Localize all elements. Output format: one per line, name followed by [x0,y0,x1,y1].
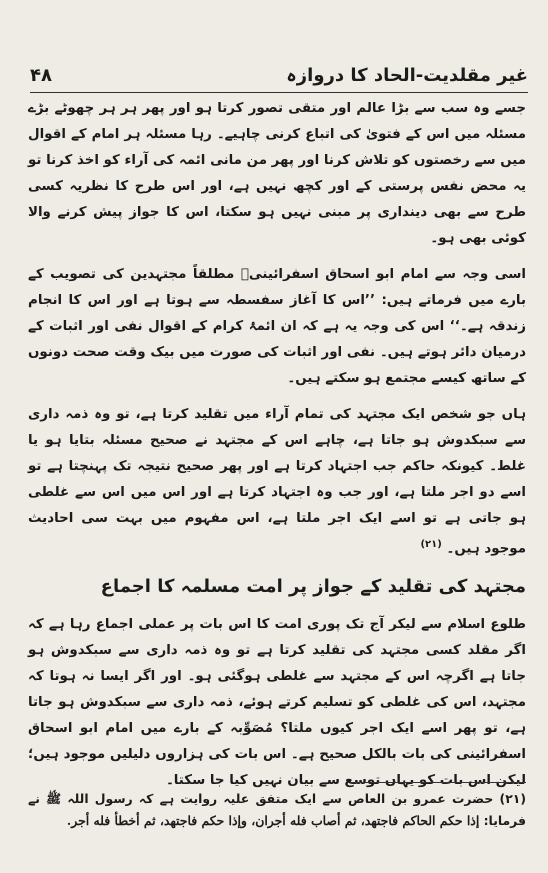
section-heading: مجتہد کی تقلید کے جواز پر امت مسلمہ کا اجماع [100,576,526,598]
body-text [28,96,526,804]
paragraph-2: اسی وجہ سے امام ابو اسحاق اسفرائینیؒ مطلقاً مجتہدین کی تصویب کے بارے میں فرماتے ہیں: ’’اس کا آغاز سفسطہ سے ہوتا ہے اور اس کا انجام زندقہ ہے۔‘‘ اس کی وجہ یہ ہے کہ ان ائمۂ کرام کے اقوال نفی اور اثبات کے درمیان دائر ہوتے ہیں۔ نفی اور اثبات کی صورت میں بیک وقت صحت دونوں کے ساتھ کیسے مجتمع ہو سکتے ہیں۔ [28,267,526,386]
paragraph-3 [28,402,526,562]
footnote [28,788,526,832]
footnote-separator [350,782,526,783]
footnote-urdu: حضرت عمرو بن العاص سے ایک متفق علیہ روایت ہے کہ رسول اللہ ﷺ نے فرمایا: [28,791,526,828]
page-number: ۴۸ [30,64,52,86]
paragraph-1: جسے وہ سب سے بڑا عالم اور متقی تصور کرتا ہو اور پھر ہر ہر چھوٹے بڑے مسئلہ میں اس کے فتویٰ کی اتباع کرنی چاہیے۔ رہا مسئلہ ہر امام کے اقوال میں سے رخصتوں کو تلاش کرنا اور پھر من مانی ائمہ کی آراء کو اخذ کرنا تو یہ محض نفس پرستی کے اور کچھ نہیں ہے، اور اس طرح کا نظریہ کسی طرح سے بھی دینداری پر مبنی نہیں ہو سکتا، اس کا جواز پیش کرنے والا کوئی بھی ہو۔ [28,101,526,246]
paragraph-3-text: ہاں جو شخص ایک مجتہد کی تمام آراء میں تقلید کرتا ہے، تو وہ ذمہ داری سے سبکدوش ہو جاتا ہے، چاہے اس کے مجتہد نے صحیح مسئلہ بتایا ہو یا غلط۔ کیونکہ حاکم جب اجتہاد کرتا ہے اور پھر صحیح نتیجہ تک پہنچتا ہے تو اسے دو اجر ملتا ہے، اور جب وہ اجتہاد کرتا ہے اور اس میں اس سے غلطی ہو جاتی ہے تو اسے ایک اجر ملتا ہے، اس مفہوم میں بہت سی احادیث موجود ہیں۔ [28,407,526,557]
footnote-arabic: إذا حكم الحاكم فاجتهد، ثم أصاب فله أجران، وإذا حكم فاجتهد، ثم أخطأ فله أجر. [66,813,480,828]
footnote-reference: (۲۱) [420,539,442,550]
page-header [30,58,528,93]
footnote-number: (۲۱) [499,791,526,806]
running-title: غیر مقلدیت-الحاد کا دروازہ [286,64,528,86]
paragraph-4: طلوع اسلام سے لیکر آج تک پوری امت کا اس بات پر عملی اجماع رہا ہے کہ اگر مقلد کسی مجتہد کی تقلید کرتا ہے تو وہ ذمہ داری سے سبکدوش ہو جاتا ہے اگرچہ اس کے مجتہد سے غلطی ہوگئی ہو۔ اور اگر ایسا نہ ہوتا کہ مجتہد، اس کی غلطی کو تسلیم کرتے ہوئے، ذمہ داری سے سبکدوش ہو جاتا ہے، تو پھر اسے ایک اجر کیوں ملتا؟ مُصَوِّبہ کے بارے میں امام ابو اسحاق اسفرائینی کی بات بالکل صحیح ہے۔ اس بات کی ہزاروں دلیلیں موجود ہیں؛ لیکن اس بات کو یہاں توسع سے بیان نہیں کیا جا سکتا۔ [28,617,526,789]
